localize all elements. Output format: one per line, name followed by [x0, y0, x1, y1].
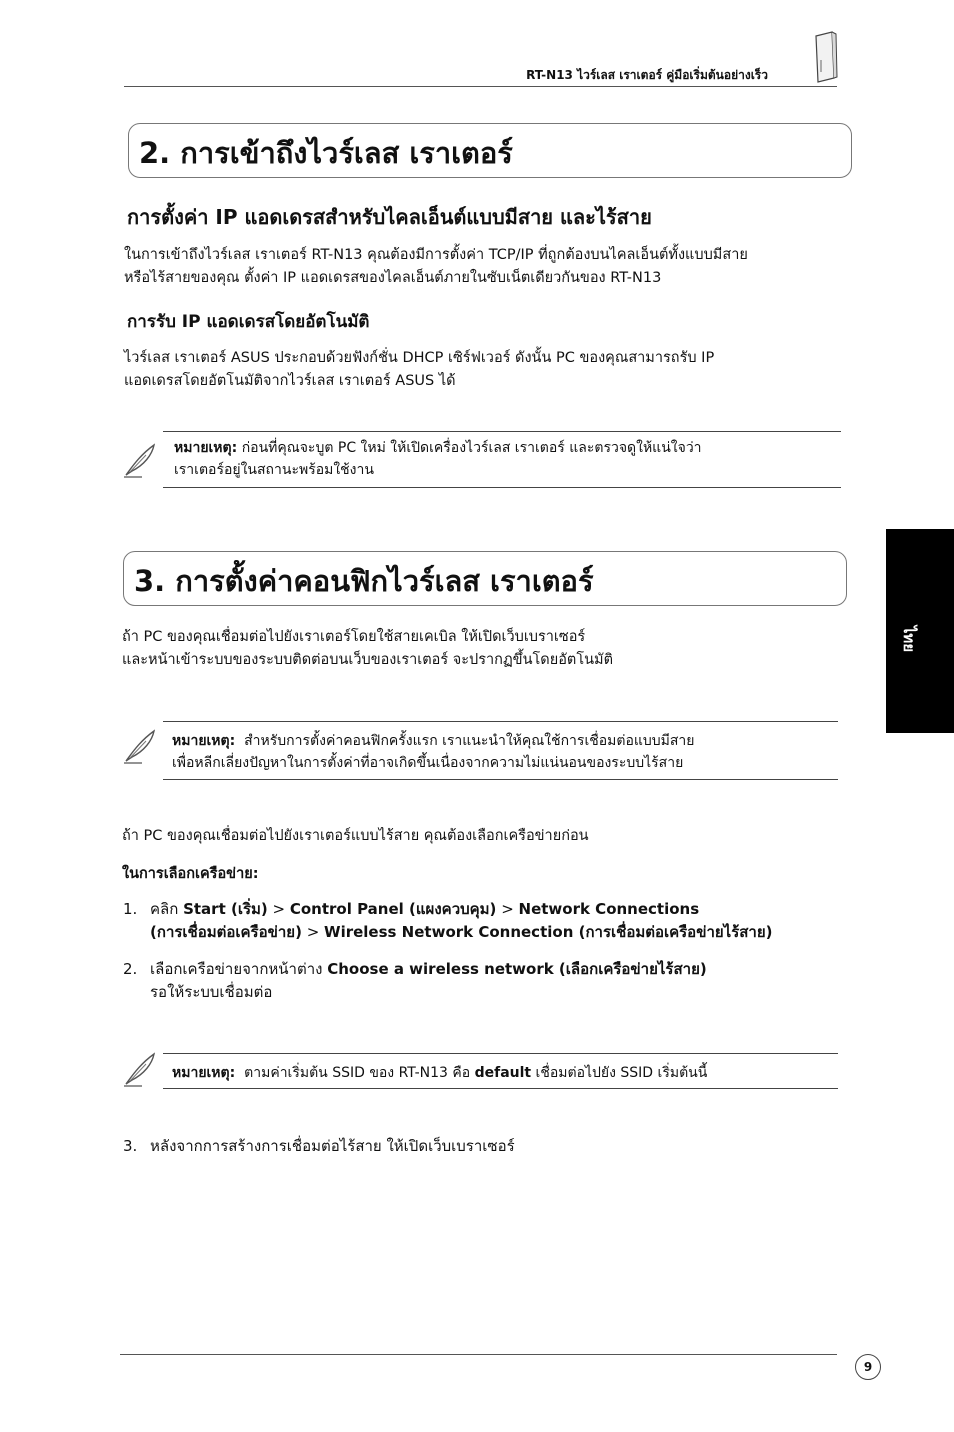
section-3-box	[123, 551, 847, 606]
note-text: ก่อนที่คุณจะบูต PC ใหม่ ให้เปิดเครื่องไวร์เลส เราเตอร์ และตรวจดูให้แน่ใจว่า	[241, 440, 702, 456]
section-2-box	[128, 123, 852, 178]
section-2-subheading: การตั้งค่า IP แอดเดรสสำหรับไคลเอ็นต์แบบมีสาย และไร้สาย	[127, 205, 652, 229]
wireless-para: ถ้า PC ของคุณเชื่อมต่อไปยังเราเตอร์แบบไร้สาย คุณต้องเลือกเครือข่ายก่อน	[122, 828, 589, 844]
note-bottom-rule	[163, 779, 838, 780]
pen-icon	[122, 1050, 160, 1088]
section-2-para2-line-1: ไวร์เลส เราเตอร์ ASUS ประกอบด้วยฟังก์ชั่น DHCP เซิร์ฟเวอร์ ดังนั้น PC ของคุณสามารถรับ IP	[124, 350, 715, 366]
note-2-line-1	[172, 730, 695, 752]
pen-icon	[122, 727, 160, 765]
section-2-para-line-1: ในการเข้าถึงไวร์เลส เราเตอร์ RT-N13 คุณต้องมีการตั้งค่า TCP/IP ที่ถูกต้องบนไคลเอ็นต์ทั้งแบบมีสาย	[124, 247, 748, 263]
step-1-number: 1.	[123, 900, 138, 918]
step-2-line-1	[150, 958, 707, 981]
language-side-tab	[886, 529, 954, 733]
default-ssid: default	[474, 1065, 532, 1081]
note-text: ตามค่าเริ่มต้น SSID ของ RT-N13 คือ	[244, 1065, 475, 1081]
wireless-network-connection-label: Wireless Network Connection (การเชื่อมต่อเครือข่ายไร้สาย)	[324, 923, 773, 941]
step-text: คลิก	[150, 900, 184, 918]
note-text: สำหรับการตั้งค่าคอนฟิกครั้งแรก เราแนะนำให้คุณใช้การเชื่อมต่อแบบมีสาย	[244, 733, 695, 749]
note-2-line-2: เพื่อหลีกเลี่ยงปัญหาในการตั้งค่าที่อาจเกิดขึ้นเนื่องจากความไม่แน่นอนของระบบไร้สาย	[172, 755, 684, 771]
step-3-text: หลังจากการสร้างการเชื่อมต่อไร้สาย ให้เปิดเว็บเบราเซอร์	[150, 1137, 515, 1155]
select-network-heading: ในการเลือกเครือข่าย:	[122, 866, 259, 882]
note-1-line-2: เราเตอร์อยู่ในสถานะพร้อมใช้งาน	[174, 462, 374, 478]
control-panel-label: Control Panel (แผงควบคุม)	[289, 900, 497, 918]
step-text: >	[496, 900, 519, 918]
note-3-line	[172, 1062, 707, 1084]
pen-icon	[122, 441, 160, 479]
section-2-para2-line-2: แอดเดรสโดยอัตโนมัติจากไวร์เลส เราเตอร์ ASUS ได้	[124, 373, 456, 389]
note-label: หมายเหตุ:	[172, 1065, 236, 1081]
step-1-line-2	[150, 921, 772, 944]
note-bottom-rule	[163, 1088, 838, 1089]
network-connections-label: Network Connections	[518, 900, 700, 918]
section-2-para-line-2: หรือไร้สายของคุณ ตั้งค่า IP แอดเดรสของไคลเอ็นต์ภายในซับเน็ตเดียวกันของ RT-N13	[124, 270, 662, 286]
language-label: ไทย	[900, 625, 919, 653]
note-label: หมายเหตุ:	[174, 440, 238, 456]
step-3-number: 3.	[123, 1137, 138, 1155]
note-1-line-1	[174, 437, 702, 459]
section-3-para-line-1: ถ้า PC ของคุณเชื่อมต่อไปยังเราเตอร์โดยใช้สายเคเบิล ให้เปิดเว็บเบราเซอร์	[122, 629, 586, 645]
header-rule	[124, 86, 837, 87]
network-connections-thai-label: (การเชื่อมต่อเครือข่าย)	[150, 923, 302, 941]
step-1-line-1	[150, 898, 699, 921]
note-label: หมายเหตุ:	[172, 733, 236, 749]
note-text: เชื่อมต่อไปยัง SSID เริ่มต้นนี้	[531, 1065, 708, 1081]
note-top-rule	[163, 431, 841, 432]
section-3-para-line-2: และหน้าเข้าระบบของระบบติดต่อบนเว็บของเราเตอร์ จะปรากฏขึ้นโดยอัตโนมัติ	[122, 652, 614, 668]
section-3-title: 3. การตั้งค่าคอนฟิกไวร์เลส เราเตอร์	[134, 564, 594, 598]
router-icon	[812, 30, 838, 84]
note-top-rule	[163, 721, 838, 722]
choose-wireless-network-label: Choose a wireless network (เลือกเครือข่ายไร้สาย)	[327, 960, 707, 978]
note-top-rule	[163, 1053, 838, 1054]
section-2-subheading-2: การรับ IP แอดเดรสโดยอัตโนมัติ	[127, 312, 370, 332]
step-2-number: 2.	[123, 960, 138, 978]
note-bottom-rule	[163, 487, 841, 488]
header-title: RT-N13 ไวร์เลส เราเตอร์ คู่มือเริ่มต้นอย่างเร็ว	[526, 68, 768, 82]
step-text: เลือกเครือข่ายจากหน้าต่าง	[150, 960, 328, 978]
footer-rule	[120, 1354, 837, 1355]
step-text: >	[267, 900, 290, 918]
page-number: 9	[855, 1354, 881, 1380]
step-2-line-2: รอให้ระบบเชื่อมต่อ	[150, 983, 273, 1001]
start-menu-label: Start (เริ่ม)	[183, 900, 268, 918]
section-2-title: 2. การเข้าถึงไวร์เลส เราเตอร์	[139, 136, 513, 170]
step-text: >	[301, 923, 325, 941]
